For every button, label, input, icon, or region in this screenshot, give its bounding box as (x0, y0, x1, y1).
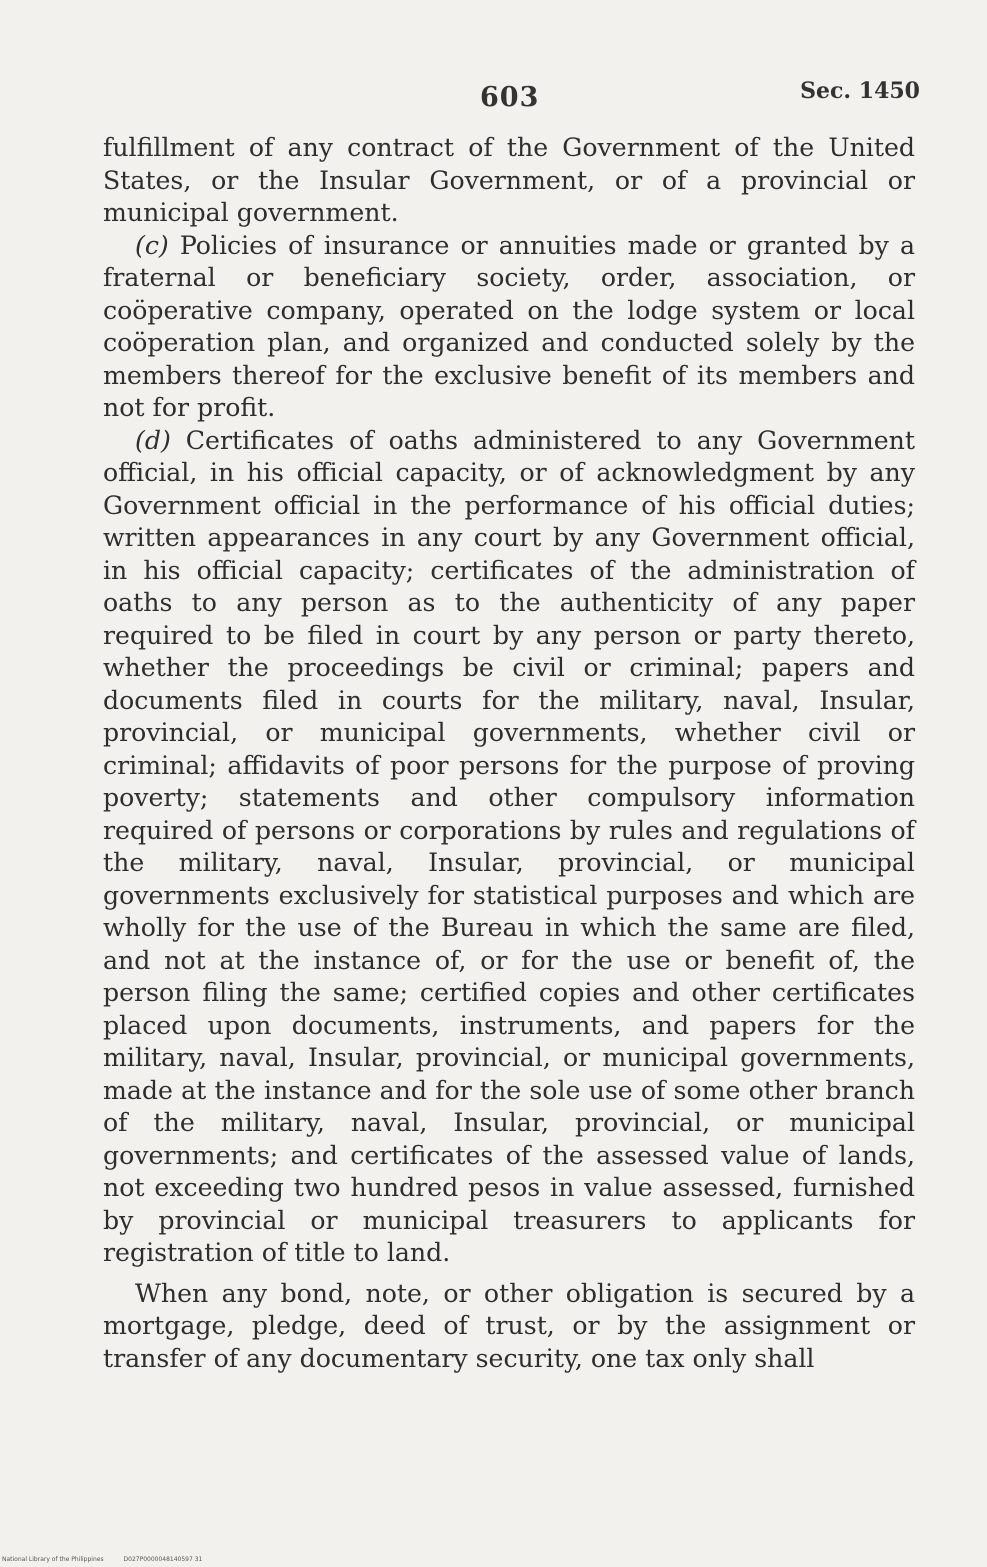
paragraph-text: When any bond, note, or other obligation is secured by a mortgage, pledge, deed of trust, or by the assignment or transfer of any documentary security, one tax only shall (103, 1278, 915, 1373)
page-number: 603 (480, 82, 540, 113)
paragraph-text: Certificates of oaths administered to any Government official, in his official capacity, or of acknowledgment by any Government official in the performance of his official duties; written appearances in any court by any Government official, in his official capacity; certificates of the administration of oaths to any person as to the authenticity of any paper required to be filed in court by any person or party thereto, whether the proceedings be civil or criminal; papers and documents filed in courts for the military, naval, Insular, provincial, or municipal governments, whether civil or criminal; affidavits of poor persons for the purpose of proving poverty; statements and other compulsory information required of persons or corporations by rules and regulations of the military, naval, Insular, provincial, or municipal governments exclusively for statistical purposes and which are wholly for the use of the Bureau in which the same are filed, and not at the instance of, or for the use or benefit of, the person filing the same; certified copies and other certificates placed upon documents, instruments, and papers for the military, naval, Insular, provincial, or municipal governments, made at the instance and for the sole use of some other branch of the military, naval, Insular, provincial, or municipal governments; and certificates of the assessed value of lands, not exceeding two hundred pesos in value assessed, furnished by provincial or municipal treasurers to applicants for registration of title to land. (103, 425, 915, 1267)
item-letter: (c) (135, 230, 169, 260)
scan-code: D027P0000048140597 31 (123, 1556, 203, 1563)
library-name: National Library of the Philippines (2, 1556, 104, 1563)
section-reference: Sec. 1450 (800, 78, 920, 104)
item-letter: (d) (135, 425, 171, 455)
page-header (100, 78, 920, 118)
paragraph-text: fulfillment of any contract of the Government of the United States, or the Insular Government, or of a provincial or municipal government. (103, 133, 915, 227)
paragraph-continuation (103, 132, 915, 230)
paragraph-item-d (103, 425, 915, 1270)
paragraph-item-c (103, 230, 915, 425)
body-text (103, 132, 915, 1375)
paragraph-closing (103, 1278, 915, 1376)
paragraph-text: Policies of insurance or annuities made or granted by a fraternal or beneficiary society, order, association, or coöperative company, operated on the lodge system or local coöperation plan, and organized and conducted solely by the members thereof for the exclusive benefit of its members and not for profit. (103, 230, 915, 422)
scan-footer (2, 1556, 220, 1563)
